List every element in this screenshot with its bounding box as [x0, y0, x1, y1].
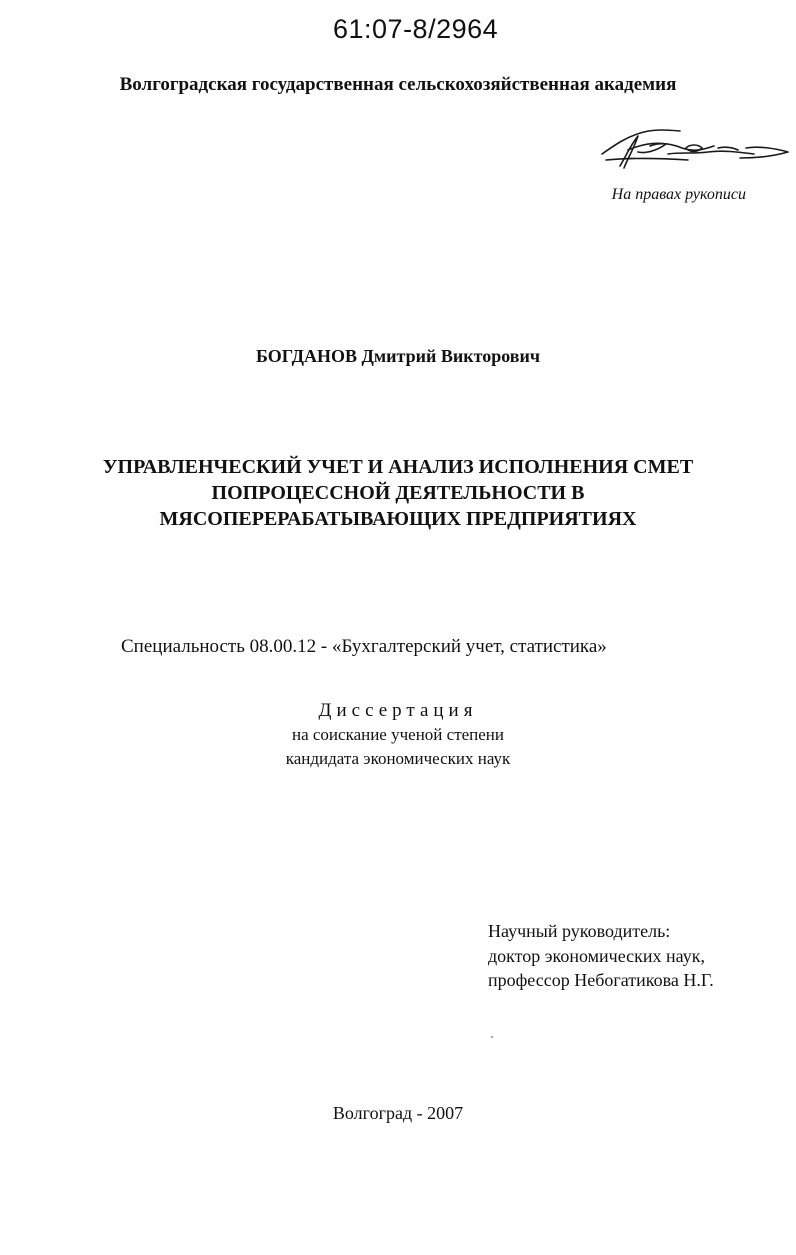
manuscript-rights-note: На правах рукописи [611, 186, 746, 203]
author-name: БОГДАНОВ Дмитрий Викторович [255, 346, 541, 366]
degree-line: на соискание ученой степени [291, 725, 505, 744]
archive-stamp-code: 61:07-8/2964 [333, 14, 499, 44]
city-year: Волгоград - 2007 [332, 1103, 464, 1123]
supervisor-line: Научный руководитель: [488, 921, 671, 941]
dissertation-title-line: МЯСОПЕРЕРАБАТЫВАЮЩИХ ПРЕДПРИЯТИЯХ [159, 508, 637, 530]
handwritten-signature [598, 122, 793, 180]
dissertation-title-line: ПОПРОЦЕССНОЙ ДЕЯТЕЛЬНОСТИ В [211, 482, 585, 504]
dissertation-heading: Диссертация [318, 700, 478, 721]
institution-name: Волгоградская государственная сельскохозяйственная академия [119, 74, 677, 95]
supervisor-line: доктор экономических наук, [488, 946, 705, 966]
specialty-line: Специальность 08.00.12 - «Бухгалтерский учет, статистика» [121, 636, 607, 657]
degree-line: кандидата экономических наук [285, 749, 511, 768]
dissertation-title-line: УПРАВЛЕНЧЕСКИЙ УЧЕТ И АНАЛИЗ ИСПОЛНЕНИЯ СМЕТ [102, 456, 694, 478]
scan-speck [491, 1036, 493, 1038]
supervisor-line: профессор Небогатикова Н.Г. [488, 970, 714, 990]
